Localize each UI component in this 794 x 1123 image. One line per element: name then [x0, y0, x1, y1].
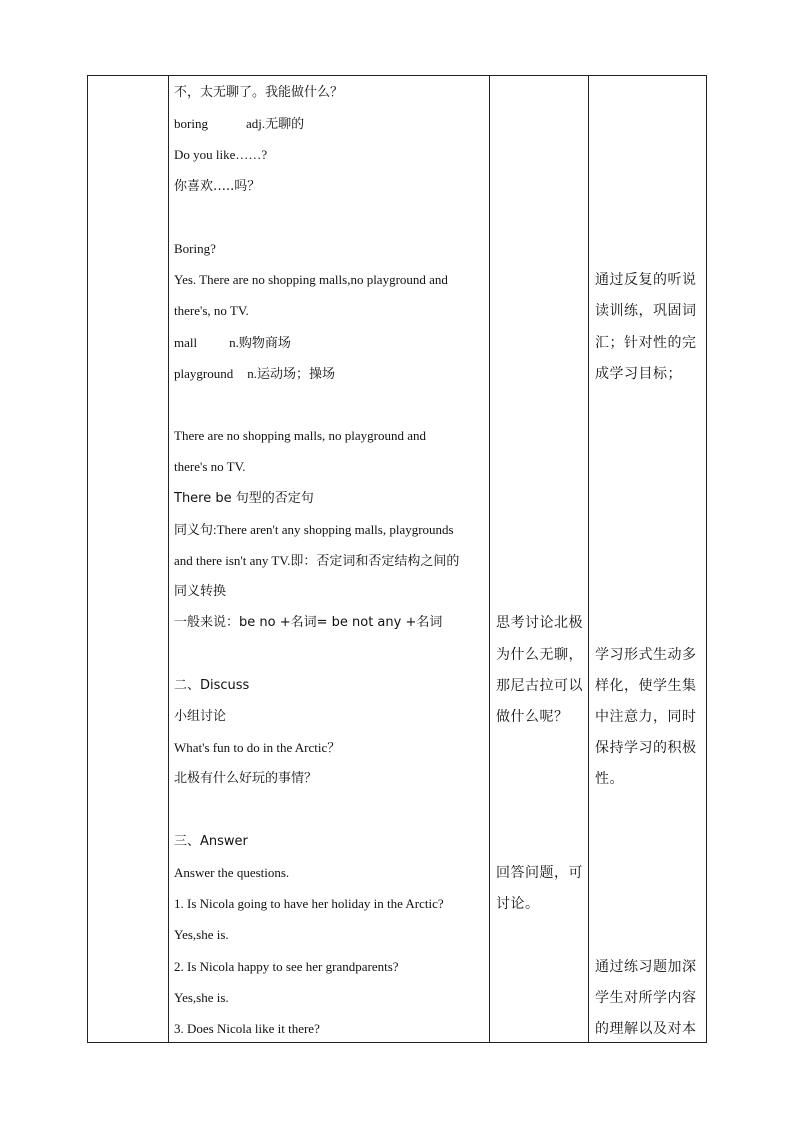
intent-line: 成学习目标；: [595, 366, 682, 382]
vocab-definition: n.运动场；操场: [247, 366, 335, 381]
activity-line: 讨论。: [496, 896, 540, 912]
intent-line: 读训练，巩固词: [595, 303, 697, 319]
content-line: Answer the questions.: [174, 865, 290, 880]
content-line: Boring?: [174, 241, 216, 256]
content-line: What's fun to do in the Arctic？: [174, 740, 341, 755]
vocab-word: boring: [174, 116, 208, 131]
content-line: 你喜欢…..吗？: [174, 179, 261, 194]
vocab-word: mall: [174, 335, 198, 350]
question-2: 2. Is Nicola happy to see her grandparents?: [174, 959, 399, 974]
content-line: and there isn't any TV.即：否定词和否定结构之间的: [174, 553, 460, 568]
activity-line: 思考讨论北极: [496, 615, 583, 631]
intent-line: 学生对所学内容: [595, 990, 697, 1006]
content-line: 不，太无聊了。我能做什么？: [174, 85, 344, 100]
section-heading-answer: 三、Answer: [174, 834, 248, 849]
content-line: there's, no TV.: [174, 303, 249, 318]
content-line: 同义转换: [174, 584, 227, 599]
content-line: There be 句型的否定句: [174, 491, 314, 506]
column-divider-3: [588, 76, 589, 1042]
answer-2: Yes,she is.: [174, 990, 229, 1005]
content-line: There are no shopping malls, no playground and: [174, 428, 426, 443]
content-line: Do you like……?: [174, 147, 268, 162]
intent-line: 的理解以及对本: [595, 1021, 697, 1037]
content-line: there's no TV.: [174, 459, 246, 474]
intent-line: 中注意力，同时: [595, 709, 697, 725]
vocab-definition: n.购物商场: [229, 335, 291, 350]
intent-line: 性。: [595, 771, 624, 787]
intent-line: 保持学习的积极: [595, 740, 697, 756]
activity-line: 那尼古拉可以: [496, 678, 583, 694]
vocab-word: playground: [174, 366, 234, 381]
intent-line: 汇；针对性的完: [595, 335, 697, 351]
vocab-entry-playground: [174, 364, 335, 384]
activity-line: 为什么无聊，: [496, 647, 583, 663]
content-line: 一般来说：be no +名词= be not any +名词: [174, 615, 443, 630]
vocab-entry-mall: [174, 333, 291, 353]
content-line: 同义句:There aren't any shopping malls, playgrounds: [174, 522, 454, 537]
answer-1: Yes,she is.: [174, 927, 229, 942]
column-divider-1: [168, 76, 169, 1042]
intent-line: 学习形式生动多: [595, 647, 697, 663]
activity-line: 做什么呢？: [496, 709, 569, 725]
activity-line: 回答问题，可: [496, 865, 583, 881]
content-line: 北极有什么好玩的事情？: [174, 771, 318, 786]
intent-line: 通过反复的听说: [595, 272, 697, 288]
content-line: Yes. There are no shopping malls,no playground and: [174, 272, 448, 287]
intent-line: 通过练习题加深: [595, 959, 697, 975]
content-line: 小组讨论: [174, 709, 227, 724]
question-1: 1. Is Nicola going to have her holiday in the Arctic?: [174, 896, 444, 911]
column-divider-2: [489, 76, 490, 1042]
vocab-definition: adj.无聊的: [245, 116, 305, 131]
intent-line: 样化，使学生集: [595, 678, 697, 694]
section-heading-discuss: 二、Discuss: [174, 678, 250, 693]
question-3: 3. Does Nicola like it there?: [174, 1021, 320, 1036]
vocab-entry-boring: [174, 114, 304, 134]
